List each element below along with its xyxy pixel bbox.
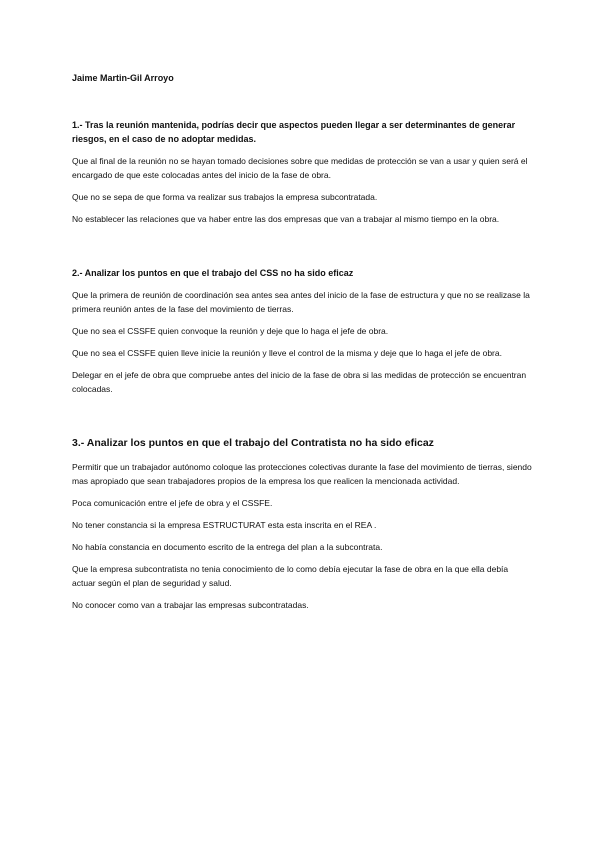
section-1 [72, 118, 534, 234]
section-3 [72, 436, 534, 620]
section-1-heading: 1.- Tras la reunión mantenida, podrías decir que aspectos pueden llegar a ser determinantes de generar riesgos, en el caso de no adoptar medidas. [72, 120, 516, 144]
section-3-paragraph: Que la empresa subcontratista no tenia conocimiento de lo como debía ejecutar la fase de obra en la que ella debía actuar según el plan de seguridad y salud. [72, 564, 509, 588]
section-3-paragraph: No tener constancia si la empresa ESTRUCTURAT esta esta inscrita en el REA . [72, 520, 377, 530]
section-3-paragraph: Poca comunicación entre el jefe de obra y el CSSFE. [72, 498, 273, 508]
section-2-paragraph: Que la primera de reunión de coordinación sea antes sea antes del inicio de la fase de estructura y que no se realizase la primera reunión antes de la fase del movimiento de tierras. [72, 290, 530, 314]
section-2-paragraph: Que no sea el CSSFE quien lleve inicie la reunión y lleve el control de la misma y deje que lo haga el jefe de obra. [72, 348, 502, 358]
section-2 [72, 266, 534, 404]
section-3-heading: 3.- Analizar los puntos en que el trabajo del Contratista no ha sido eficaz [72, 437, 434, 449]
section-1-paragraph: No establecer las relaciones que va haber entre las dos empresas que van a trabajar al mismo tiempo en la obra. [72, 214, 500, 224]
section-1-paragraph: Que no se sepa de que forma va realizar sus trabajos la empresa subcontratada. [72, 192, 378, 202]
section-2-paragraph: Que no sea el CSSFE quien convoque la reunión y deje que lo haga el jefe de obra. [72, 326, 389, 336]
author-name: Jaime Martin-Gil Arroyo [72, 73, 174, 83]
section-3-paragraph: No había constancia en documento escrito de la entrega del plan a la subcontrata. [72, 542, 383, 552]
section-2-paragraph: Delegar en el jefe de obra que compruebe antes del inicio de la fase de obra si las medidas de protección se encuentran colocadas. [72, 370, 527, 394]
section-1-paragraph: Que al final de la reunión no se hayan tomado decisiones sobre que medidas de protección se van a usar y quien será el encargado de que este colocadas antes del inicio de la fase de obra. [72, 156, 528, 180]
section-3-paragraph: No conocer como van a trabajar las empresas subcontratadas. [72, 600, 309, 610]
section-3-paragraph: Permitir que un trabajador autónomo coloque las protecciones colectivas durante la fase del movimiento de tierras, siendo mas apropiado que sean trabajadores propios de la empresa los que realicen la mencionada actividad. [72, 462, 532, 486]
section-2-heading: 2.- Analizar los puntos en que el trabajo del CSS no ha sido eficaz [72, 268, 354, 278]
